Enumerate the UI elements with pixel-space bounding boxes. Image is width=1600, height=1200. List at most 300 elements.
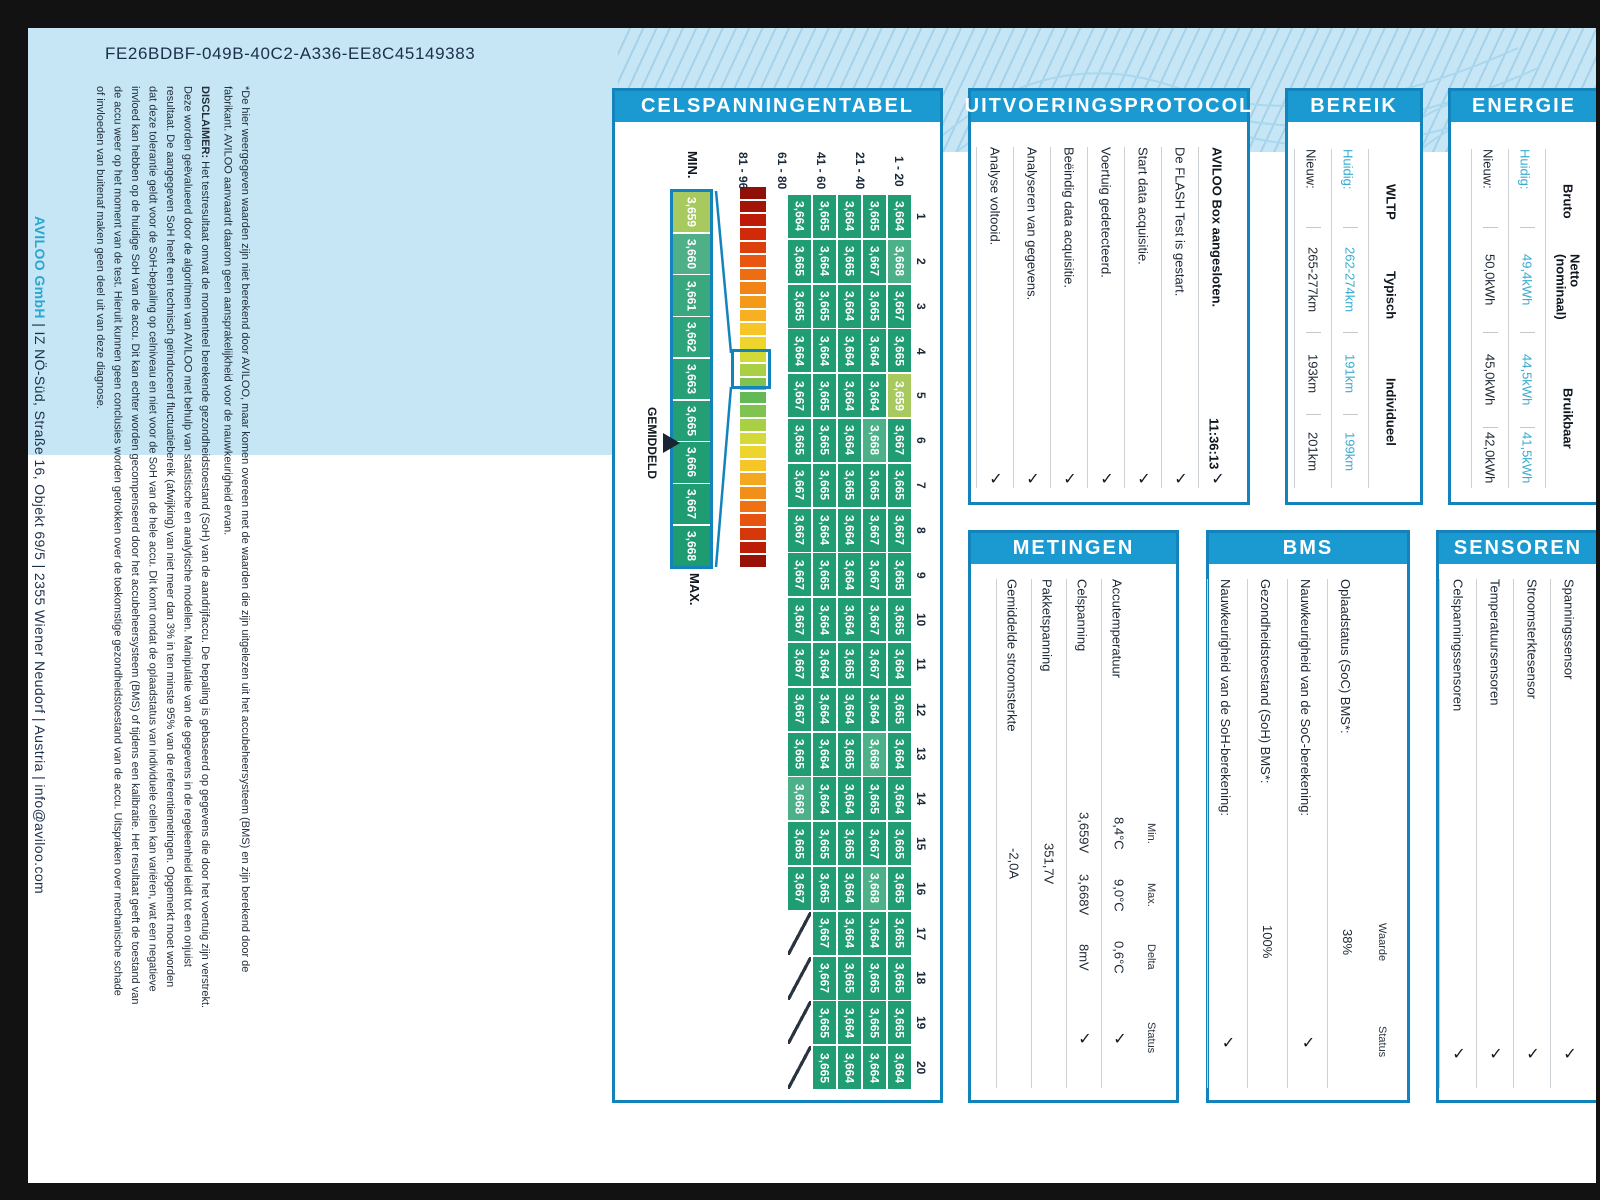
row-value: 45,0kWh — [1483, 332, 1498, 427]
disclaimer-line: DISCLAIMER: Het testresultaat omvat de momenteel berekende gezondheidstoestand (SoH) van de aandrijfaccu. De bepaling is gebaseerd op gegevens die door het voertuig zijn verstrekt. — [199, 86, 211, 1009]
cell-voltage — [888, 912, 911, 955]
row-value: 262-274km — [1343, 227, 1358, 332]
protocol-step-label: Analyseren van gegevens. — [1024, 147, 1040, 301]
legend-value: 3,667 — [673, 484, 710, 524]
cell-voltage — [838, 553, 861, 596]
cell-group-label: 81 - 96 — [736, 152, 750, 190]
row-value: 50,0kWh — [1483, 227, 1498, 332]
cell-voltage-value: 3,665 — [792, 425, 807, 456]
empty-cell — [788, 1001, 811, 1044]
row-value: 351,7V — [1041, 843, 1057, 885]
column-header: Netto (nominaal) — [1553, 254, 1583, 320]
disclaimer-label: DISCLAIMER: — [199, 86, 211, 159]
cell-voltage-value: 3,668 — [892, 246, 907, 277]
protocol-step-label: Start data acquisitie. — [1135, 147, 1151, 265]
row-value: 265-277km — [1306, 227, 1321, 332]
cell-voltage — [788, 464, 811, 507]
cell-voltage — [788, 374, 811, 417]
cell-voltage-value: 3,668 — [867, 425, 882, 456]
data-row — [1327, 579, 1367, 1088]
row-value: -2,0A — [1006, 848, 1022, 880]
panel-measurements — [968, 530, 1179, 1103]
cell-voltage-value: 3,665 — [817, 559, 832, 590]
panel-range — [1285, 88, 1423, 505]
value-max: 9,0°C — [1111, 878, 1127, 912]
row-label: Nauwkeurigheid van de SoC-berekening: — [1298, 579, 1313, 817]
cell-number: 11 — [914, 658, 928, 671]
cell-voltage-value: 3,664 — [792, 335, 807, 366]
column-header: Delta — [1145, 944, 1157, 970]
column-header: Bruto — [1560, 184, 1576, 219]
cell-number: 14 — [914, 792, 928, 806]
protocol-row — [1050, 147, 1087, 488]
cell-voltage-value: 3,664 — [842, 291, 857, 322]
cell-voltage-value: 3,665 — [867, 1007, 882, 1038]
cell-voltage — [788, 553, 811, 596]
cell-voltage-value: 3,664 — [817, 335, 832, 366]
cell-voltage-value: 3,667 — [792, 515, 807, 546]
row-value: 42,0kWh — [1483, 427, 1498, 488]
cell-voltage — [813, 285, 836, 328]
cell-voltage — [863, 240, 886, 283]
panel-protocol — [964, 88, 1254, 505]
column-header: Waarde — [1376, 922, 1388, 962]
cell-voltage — [888, 374, 911, 417]
cell-voltage-value: 3,665 — [892, 918, 907, 949]
cell-number: 2 — [914, 257, 928, 265]
cell-voltage — [838, 688, 861, 731]
check-icon: ✓ — [1449, 1043, 1467, 1063]
cell-voltage-value: 3,664 — [842, 1052, 857, 1083]
column-header: Individueel — [1383, 378, 1399, 446]
data-row — [1031, 579, 1066, 1088]
cell-voltage-value: 3,664 — [792, 201, 807, 232]
panel-title: CELSPANNINGENTABEL — [615, 91, 940, 122]
cell-voltage — [888, 598, 911, 641]
cell-voltage-value: 3,665 — [892, 963, 907, 994]
cell-voltage-value: 3,665 — [867, 470, 882, 501]
cell-voltage-value: 3,668 — [792, 783, 807, 814]
column-headers — [1367, 579, 1397, 1088]
cell-voltage-value: 3,664 — [842, 873, 857, 904]
min-label: MIN. — [685, 151, 700, 179]
disclaimer-line: Deze worden geëvalueerd door de algoritmen van AVILOO met behulp van statistische en analytische modellen. Manipulatie van de gegevens in de regeleenheid leidt tot een onjuist — [181, 86, 194, 967]
footnote-line: *De hier weergegeven waarden zijn niet berekend door AVILOO, maar komen overeen met de waarden die zijn uitgelezen uit het accubeheersysteem (BMS) en zijn berekend door de — [239, 86, 251, 973]
cell-voltage — [888, 643, 911, 686]
cell-voltage — [838, 912, 861, 955]
cell-voltage — [813, 1001, 836, 1044]
cell-voltage-value: 3,665 — [892, 470, 907, 501]
cell-voltage — [888, 957, 911, 1000]
cell-voltage-value: 3,664 — [867, 380, 882, 411]
cell-voltage-value: 3,664 — [842, 1007, 857, 1038]
cell-voltage-value: 3,664 — [817, 694, 832, 725]
cell-voltage — [838, 777, 861, 820]
legend-value: 3,665 — [673, 401, 710, 441]
cell-voltage — [888, 688, 911, 731]
empty-cell — [788, 1046, 811, 1089]
footer-address — [32, 216, 48, 894]
protocol-row — [1087, 147, 1124, 488]
cell-voltage-value: 3,667 — [817, 918, 832, 949]
cell-voltage — [888, 285, 911, 328]
cell-voltage — [813, 374, 836, 417]
cell-voltage-value: 3,664 — [842, 335, 857, 366]
cell-number: 5 — [914, 392, 928, 400]
cell-voltage-value: 3,665 — [892, 335, 907, 366]
cell-voltage-value: 3,668 — [867, 739, 882, 770]
empty-cell — [788, 957, 811, 1000]
sensor-label: Stroomsterktesensor — [1524, 579, 1540, 699]
cell-voltage-value: 3,665 — [817, 1052, 832, 1083]
cell-number: 10 — [914, 613, 928, 627]
cell-voltage — [863, 553, 886, 596]
bms-table — [1209, 567, 1407, 1100]
cell-voltage-value: 3,665 — [892, 828, 907, 859]
cell-voltage — [838, 1046, 861, 1089]
cell-number: 16 — [914, 881, 928, 896]
cell-voltage — [788, 329, 811, 372]
footnote-line: fabrikant. AVILOO aanvaardt daarom geen aansprakelijkheid voor de nauwkeurigheid ervan. — [221, 86, 234, 536]
cell-voltage — [838, 867, 861, 910]
status-slot — [1218, 996, 1237, 1088]
data-row — [1471, 149, 1508, 488]
cell-voltage-value: 3,665 — [892, 873, 907, 904]
cell-voltage-value: 3,664 — [817, 783, 832, 814]
cell-voltage-value: 3,664 — [817, 649, 832, 680]
cell-voltage-value: 3,664 — [842, 918, 857, 949]
check-icon: ✓ — [1560, 1043, 1578, 1063]
column-header: Typisch — [1383, 270, 1399, 320]
cell-voltage-value: 3,665 — [792, 246, 807, 277]
cell-voltage — [838, 643, 861, 686]
protocol-step-label: De FLASH Test is gestart. — [1172, 147, 1188, 297]
cell-voltage-value: 3,664 — [867, 335, 882, 366]
cell-voltage-value: 3,664 — [817, 604, 832, 635]
protocol-row — [976, 147, 1013, 488]
cell-voltage-value: 3,665 — [867, 291, 882, 322]
cell-voltage-value: 3,665 — [817, 201, 832, 232]
row-label: Huidig: — [1517, 149, 1533, 190]
check-icon: ✓ — [1486, 1043, 1504, 1063]
status-slot — [1523, 1018, 1542, 1088]
cell-voltage — [813, 240, 836, 283]
cell-number: 19 — [914, 1016, 928, 1030]
legend-value: 3,663 — [673, 359, 710, 399]
status-slot — [1075, 988, 1094, 1088]
column-header: Min. — [1145, 822, 1157, 844]
cell-voltage-value: 3,664 — [842, 783, 857, 814]
cell-voltage-value: 3,667 — [892, 425, 907, 456]
cell-voltage-value: 3,665 — [792, 828, 807, 859]
cell-voltage — [863, 1046, 886, 1089]
cell-voltage-value: 3,667 — [792, 559, 807, 590]
cell-voltage-value: 3,665 — [892, 559, 907, 590]
cell-group-label: 1 - 20 — [892, 155, 906, 187]
cell-voltage — [788, 509, 811, 552]
slash-mark — [788, 1046, 811, 1089]
data-row — [1101, 579, 1136, 1088]
cell-number: 18 — [914, 971, 928, 985]
panel-title: BMS — [1209, 533, 1407, 564]
disclaimer-line: dat deze tolerantie geldt voor de SoH-bepaling op celniveau en niet voor de SoH van de hele accu. Dit komt omdat de oplaadstatus van individuele cellen kan variëren, wat een negatieve — [146, 86, 159, 992]
cell-voltage — [813, 688, 836, 731]
cell-voltage-value: 3,665 — [817, 828, 832, 859]
cell-number: 3 — [914, 302, 928, 310]
sensor-label: Temperatuursensoren — [1487, 579, 1503, 706]
cell-voltage — [838, 733, 861, 776]
protocol-rows — [971, 125, 1247, 502]
column-headers — [1545, 149, 1589, 488]
value-slot: 100% — [1260, 925, 1275, 959]
status-slot — [1560, 1018, 1579, 1088]
cell-voltage — [838, 957, 861, 1000]
disclaimer-line: invloed kan hebben op de huidige SoH van de accu. Dit kan echter worden gecompenseerd door het accubeheersysteem (BMS) of tijdens een kalibratie. Het resultaat geeft de toestand van — [129, 86, 141, 1005]
cell-voltage-value: 3,667 — [892, 291, 907, 322]
cell-voltage — [788, 195, 811, 238]
data-row — [1287, 579, 1327, 1088]
protocol-step-label: Voertuig gedetecteerd. — [1098, 147, 1114, 278]
value-delta: 0,6°C — [1111, 940, 1127, 974]
slash-mark — [788, 1001, 811, 1044]
company-address: | IZ NÖ-Süd, Straße 16, Objekt 69/5 | 2355 Wiener Neudorf | Austria | info@aviloo.com — [32, 318, 48, 895]
sensors-table — [1439, 567, 1596, 1100]
cell-voltage — [863, 643, 886, 686]
cell-voltage-value: 3,664 — [817, 515, 832, 546]
slash-mark — [788, 957, 811, 1000]
value-delta: 8mV — [1076, 943, 1092, 971]
cell-voltage — [888, 553, 911, 596]
cell-voltage — [863, 777, 886, 820]
disclaimer-block — [88, 86, 253, 1161]
row-value: 191km — [1343, 332, 1358, 414]
row-label: Nauwkeurigheid van de SoH-berekening: — [1218, 579, 1233, 817]
cell-voltage-value: 3,664 — [842, 515, 857, 546]
legend-value: 3,660 — [673, 234, 710, 274]
sensor-row — [1513, 579, 1550, 1088]
cell-voltage — [838, 195, 861, 238]
protocol-step-time: 11:36:13 — [1206, 417, 1222, 469]
sensor-row — [1476, 579, 1513, 1088]
cell-number: 8 — [914, 526, 928, 534]
cell-voltage — [863, 419, 886, 462]
slash-mark — [788, 912, 811, 955]
data-row — [1066, 579, 1101, 1088]
disclaimer-line: de accu weer op het moment van de test. Hieruit kunnen geen conclusies worden getrokken over de toekomstige gezondheidstoestand van de accu. Uitspraken over mechanische schade — [111, 86, 124, 996]
cell-voltage — [838, 285, 861, 328]
cell-voltage-value: 3,664 — [842, 201, 857, 232]
cell-voltage — [838, 240, 861, 283]
cell-voltage-value: 3,659 — [892, 380, 907, 411]
cell-voltage-value: 3,665 — [817, 291, 832, 322]
cell-voltage-value: 3,664 — [892, 201, 907, 232]
legend-value: 3,666 — [673, 442, 710, 482]
cell-voltage — [838, 329, 861, 372]
value-max: 3,668V — [1076, 874, 1092, 916]
protocol-step-label: AVILOO Box aangesloten. — [1209, 147, 1225, 308]
cell-voltage — [788, 240, 811, 283]
cell-voltage — [838, 598, 861, 641]
cell-voltage — [863, 867, 886, 910]
cell-voltage — [888, 464, 911, 507]
row-value: 201km — [1306, 414, 1321, 488]
cell-voltage-value: 3,667 — [867, 515, 882, 546]
status-slot — [1110, 988, 1129, 1088]
cell-voltage-value: 3,665 — [842, 649, 857, 680]
check-icon: ✓ — [1097, 469, 1115, 488]
column-header: Bruikbaar — [1560, 388, 1576, 449]
check-icon: ✓ — [1134, 469, 1152, 488]
row-label: Huidig: — [1340, 149, 1356, 190]
panel-title: METINGEN — [971, 533, 1176, 564]
cell-number: 17 — [914, 926, 928, 940]
sensor-row — [1439, 579, 1476, 1088]
cell-voltage-value: 3,665 — [817, 425, 832, 456]
cell-voltage-value: 3,667 — [867, 649, 882, 680]
row-label: Oplaadstatus (SoC) BMS*: — [1338, 579, 1353, 734]
cell-group-label: 41 - 60 — [814, 152, 828, 190]
cell-voltage — [838, 1001, 861, 1044]
cell-voltage-value: 3,665 — [892, 604, 907, 635]
row-label: Nieuw: — [1480, 149, 1496, 189]
cell-voltage-value: 3,665 — [792, 739, 807, 770]
data-row — [1294, 149, 1331, 488]
measurements-table — [971, 567, 1176, 1100]
check-icon: ✓ — [1023, 469, 1041, 488]
cell-voltage — [863, 374, 886, 417]
cell-voltage-value: 3,664 — [867, 694, 882, 725]
cell-voltage — [788, 777, 811, 820]
status-slot — [1298, 996, 1317, 1088]
energy-table — [1451, 125, 1596, 502]
sensor-label: Celspanningssensoren — [1450, 579, 1466, 712]
cell-voltage-value: 3,665 — [867, 201, 882, 232]
report-uuid: FE26BDBF-049B-40C2-A336-EE8C45149383 — [105, 44, 476, 63]
row-value: 199km — [1343, 414, 1358, 488]
cell-voltage-value: 3,665 — [867, 963, 882, 994]
value-min: 3,659V — [1076, 812, 1092, 854]
cell-number: 15 — [914, 837, 928, 851]
status-slot — [1486, 1018, 1505, 1088]
cell-voltage — [813, 598, 836, 641]
cell-voltage — [888, 195, 911, 238]
cell-group-label: 61 - 80 — [775, 152, 789, 190]
cell-voltage-value: 3,665 — [842, 963, 857, 994]
cell-voltage-value: 3,664 — [842, 559, 857, 590]
cell-voltage — [813, 553, 836, 596]
cell-voltage — [888, 329, 911, 372]
cell-voltage — [888, 777, 911, 820]
cell-voltage — [813, 867, 836, 910]
cell-voltage-value: 3,665 — [892, 694, 907, 725]
cell-voltage-value: 3,665 — [792, 291, 807, 322]
check-icon: ✓ — [1075, 1028, 1093, 1048]
row-value: 44,5kWh — [1520, 332, 1535, 427]
data-row — [1247, 579, 1287, 1088]
row-label: Gezondheidstoestand (SoH) BMS*: — [1258, 579, 1273, 784]
protocol-row — [1161, 147, 1198, 488]
cell-voltage — [863, 688, 886, 731]
cell-number: 12 — [914, 702, 928, 716]
cell-voltage — [863, 822, 886, 865]
cell-number: 9 — [914, 571, 928, 579]
cell-voltage-value: 3,667 — [817, 963, 832, 994]
protocol-step-label: Beëindig data acquisitie. — [1061, 147, 1077, 288]
cell-voltage — [788, 643, 811, 686]
value-min: 8,4°C — [1111, 816, 1127, 850]
empty-cell — [788, 912, 811, 955]
cell-voltage-value: 3,667 — [792, 604, 807, 635]
cell-voltage — [788, 688, 811, 731]
column-header: WLTP — [1383, 183, 1399, 220]
legend-value: 3,661 — [673, 275, 710, 315]
row-value: 193km — [1306, 332, 1321, 414]
data-row — [1207, 579, 1247, 1088]
cell-voltage — [813, 822, 836, 865]
cell-voltage — [788, 598, 811, 641]
legend-value: 3,659 — [673, 192, 710, 232]
cell-voltage — [788, 822, 811, 865]
cell-voltage-value: 3,667 — [867, 828, 882, 859]
check-icon: ✓ — [1208, 469, 1226, 488]
status-slot — [1449, 1018, 1468, 1088]
cell-voltage-value: 3,664 — [867, 1052, 882, 1083]
row-label: Celspanning — [1074, 579, 1090, 652]
cell-voltage — [838, 822, 861, 865]
column-header: Max. — [1145, 883, 1157, 907]
cell-voltage — [788, 733, 811, 776]
cell-voltage-value: 3,664 — [867, 918, 882, 949]
check-icon: ✓ — [986, 469, 1004, 488]
cell-voltage — [838, 419, 861, 462]
cell-voltage — [888, 419, 911, 462]
cell-voltage-value: 3,665 — [817, 470, 832, 501]
check-icon: ✓ — [1523, 1043, 1541, 1063]
cell-voltage-value: 3,667 — [867, 246, 882, 277]
panel-title: BEREIK — [1288, 91, 1420, 122]
cell-voltage — [863, 464, 886, 507]
panel-bms — [1206, 530, 1410, 1103]
cell-voltage — [888, 509, 911, 552]
column-headers — [1136, 579, 1166, 1088]
cell-voltage — [863, 957, 886, 1000]
cell-voltage — [863, 285, 886, 328]
data-row — [1331, 149, 1368, 488]
cell-voltage-value: 3,664 — [817, 246, 832, 277]
cell-voltage — [813, 509, 836, 552]
cell-number: 1 — [914, 213, 928, 220]
data-row — [1508, 149, 1545, 488]
cell-voltage — [863, 598, 886, 641]
company-name: AVILOO GmbH — [32, 216, 48, 319]
cell-voltage-value: 3,665 — [867, 783, 882, 814]
panel-sensors — [1436, 530, 1596, 1103]
cell-voltage — [863, 329, 886, 372]
check-icon: ✓ — [1060, 469, 1078, 488]
cell-voltage — [838, 509, 861, 552]
cell-voltage — [838, 374, 861, 417]
protocol-row — [1124, 147, 1161, 488]
cell-voltage — [813, 643, 836, 686]
cell-voltage-value: 3,667 — [867, 604, 882, 635]
check-icon: ✓ — [1219, 1032, 1236, 1052]
cell-voltage-value: 3,664 — [892, 783, 907, 814]
check-icon: ✓ — [1110, 1028, 1128, 1048]
cell-voltage-value: 3,664 — [892, 649, 907, 680]
cell-number: 13 — [914, 747, 928, 761]
row-value: 49,4kWh — [1520, 227, 1535, 332]
cell-number: 20 — [914, 1061, 928, 1075]
